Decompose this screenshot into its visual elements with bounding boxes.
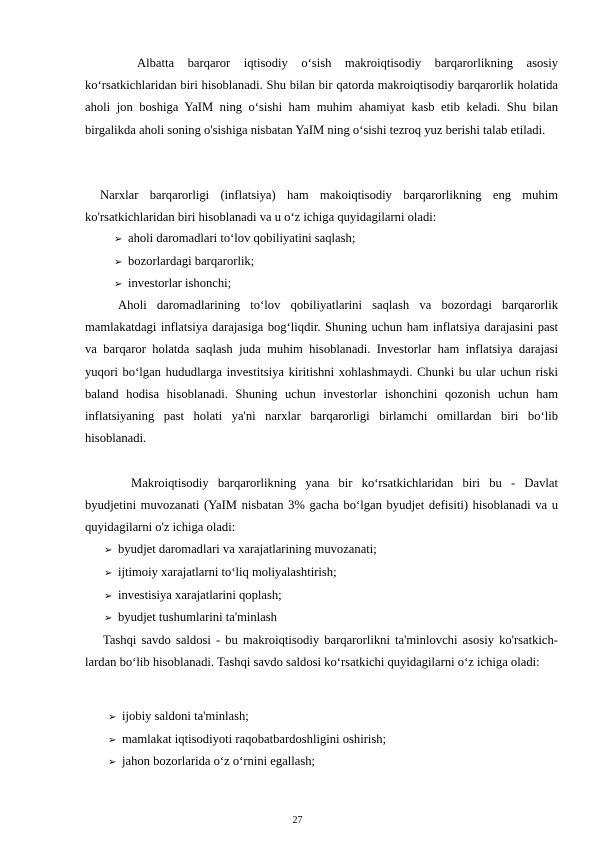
paragraph-trade-balance: Tashqi savdo saldosi - bu makroiqtisodiy barqarorlikni ta'minlovchi asosiy ko'rsatkich- lardan bo‘lib hisoblanadi. Tashqi savdo saldosi ko‘rsatkichi quyidagilarni o‘z ichiga oladi: — [85, 633, 558, 670]
list-item-text: bozorlardagi barqarorlik; — [128, 254, 255, 268]
list-item-text: mamlakat iqtisodiyoti raqobatbardoshligini oshirish; — [122, 732, 387, 746]
list-item — [104, 607, 277, 629]
arrowhead-bullet-icon: ➢ — [104, 613, 113, 624]
arrowhead-bullet-icon: ➢ — [114, 234, 123, 245]
arrowhead-bullet-icon: ➢ — [108, 757, 117, 768]
paragraph-budget: Makroiqtisodiy barqarorlikning yana bir ko‘rsatkichlaridan biri bu - Davlat byudjetini muvozanati (YaIM nisbatan 3% gacha bo‘lgan byudjet defisiti) hisoblanadi va u quyidagilarni o'z ichiga oladi: — [85, 476, 558, 535]
list-item — [114, 228, 355, 250]
list-item — [104, 562, 337, 584]
arrowhead-bullet-icon: ➢ — [108, 712, 117, 723]
list-item-text: ijobiy saldoni ta'minlash; — [122, 709, 249, 723]
arrowhead-bullet-icon: ➢ — [104, 568, 113, 579]
paragraph-growth: Albatta barqaror iqtisodiy o‘sish makroiqtisodiy barqarorlikning asosiy ko‘rsatkichlaridan biri hisoblanadi. Shu bilan bir qatorda makroiqtisodiy barqarorlik holatida aholi jon boshiga YaIM ning o‘sishi ham muhim ahamiyat kasb etib keladi. Shu bilan birgalikda aholi soning o'sishiga nisbatan YaIM ning o‘sishi tezroq yuz berishi talab etiladi. — [85, 56, 558, 137]
list-item — [104, 585, 282, 607]
list-item-text: ijtimoiy xarajatlarni to‘liq moliyalashtirish; — [118, 565, 337, 579]
list-item — [114, 251, 254, 273]
arrowhead-bullet-icon: ➢ — [104, 591, 113, 602]
arrowhead-bullet-icon: ➢ — [114, 257, 123, 268]
arrowhead-bullet-icon: ➢ — [114, 279, 123, 290]
list-item — [108, 706, 249, 728]
list-item-text: byudjet daromadlari va xarajatlarining muvozanati; — [118, 542, 377, 556]
list-item — [104, 539, 377, 561]
list-item-text: investisiya xarajatlarini qoplash; — [118, 588, 282, 602]
list-item-text: jahon bozorlarida o‘z o‘rnini egallash; — [122, 754, 316, 768]
arrowhead-bullet-icon: ➢ — [108, 735, 117, 746]
list-item — [108, 751, 315, 773]
list-item — [108, 729, 386, 751]
list-item-text: investorlar ishonchi; — [128, 276, 232, 290]
paragraph-price-stability: Narxlar barqarorligi (inflatsiya) ham makoiqtisodiy barqarorlikning eng muhim ko'rsatkichlaridan biri hisoblanadi va u o‘z ichiga quyidagilarni oladi: — [85, 188, 558, 225]
list-item-text: aholi daromadlari to‘lov qobiliyatini saqlash; — [128, 231, 356, 245]
arrowhead-bullet-icon: ➢ — [104, 545, 113, 556]
list-item — [114, 273, 231, 295]
list-item-text: byudjet tushumlarini ta'minlash — [118, 610, 277, 624]
paragraph-inflation: Aholi daromadlarining to‘lov qobiliyatlarini saqlash va bozordagi barqarorlik mamlakatdagi inflatsiya darajasiga bog‘liqdir. Shuning uchun ham inflatsiya darajasini past va barqaror holatda saqlash juda muhim hisoblanadi. Investorlar ham inflatsiya darajasi yuqori bo‘lgan hududlarga investitsiya kiritishni xohlashmaydi. Chunki bu ular uchun riski baland hodisa hisoblanadi. Shuning uchun investorlar ishonchini qozonish uchun ham inflatsiyaning past holati ya'ni narxlar barqarorligi birlamchi omillardan biri bo‘lib hisoblanadi. — [85, 298, 558, 446]
page-number: 27 — [292, 815, 303, 826]
